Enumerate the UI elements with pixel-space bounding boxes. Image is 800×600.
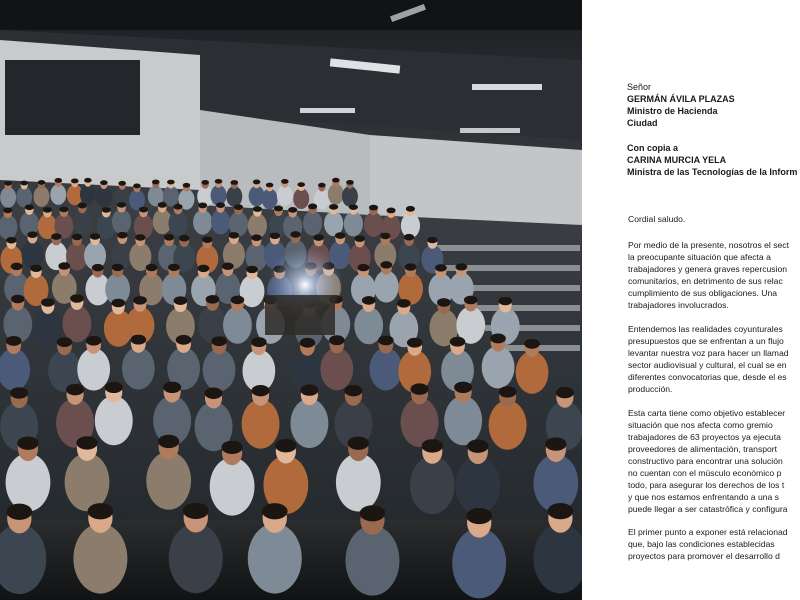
cc-name: CARINA MURCIA YELA [627, 155, 727, 165]
paragraph-3-line: todo, para asegurar los derechos de los t [628, 480, 785, 490]
greeting: Cordial saludo. [628, 214, 686, 224]
cc-role: Ministra de las Tecnologías de la Inform [627, 167, 798, 177]
paragraph-2-line: diferentes convocatorias que, desde el es [628, 372, 787, 382]
paragraph-3-line: constructivo para encontrar una solución [628, 456, 783, 466]
recipient-role: Ministro de Hacienda [627, 106, 718, 116]
paragraph-3-line: situación que nos afecta como gremio [628, 420, 773, 430]
paragraph-3-line: proveedores de alimentación, transport [628, 444, 778, 454]
paragraph-2-line: levantar nuestra voz para hacer un llamad [628, 348, 789, 358]
paragraph-3-line: Esta carta tiene como objetivo establecer [628, 408, 786, 418]
paragraph-1-line: cumplimiento de sus obligaciones. Una [628, 288, 778, 298]
paragraph-3-line: y que nos estamos enfrentando a una s [628, 492, 779, 502]
paragraph-4-line: El primer punto a exponer está relacionad [628, 527, 788, 537]
paragraph-3-line: trabajadores de 63 proyectos ya ejecuta [628, 432, 781, 442]
paragraph-1-line: Por medio de la presente, nosotros el sect [628, 240, 789, 250]
cc-label: Con copia a [627, 143, 679, 153]
letter-document [600, 0, 800, 600]
paragraph-3-line: puede llegar a ser catastrófica y configura [628, 504, 788, 514]
paragraph-1-line: comunitarios, en detrimento de sus relac [628, 276, 783, 286]
recipient-city: Ciudad [627, 118, 658, 128]
paragraph-4-line: que, bajo las condiciones establecidas [628, 539, 775, 549]
recipient-salutation: Señor [627, 82, 652, 92]
paragraph-2-line: producción. [628, 384, 673, 394]
paragraph-2-line: sector audiovisual y cultural, el cual se en [628, 360, 787, 370]
recipient-name: GERMÁN ÁVILA PLAZAS [627, 94, 735, 104]
paragraph-1-line: trabajadores involucrados. [628, 300, 729, 310]
paragraph-1-line: trabajadores y genera graves repercusion [628, 264, 788, 274]
paragraph-2-line: Entendemos las realidades coyunturales [628, 324, 783, 334]
paragraph-2-line: presupuestos que se enfrentan a un flujo [628, 336, 784, 346]
paragraph-4-line: proyectos para promover el desarrollo d [628, 551, 780, 561]
paragraph-3-line: no cuentan con el músculo económico p [628, 468, 782, 478]
paragraph-1-line: la preocupante situación que afecta a [628, 252, 771, 262]
